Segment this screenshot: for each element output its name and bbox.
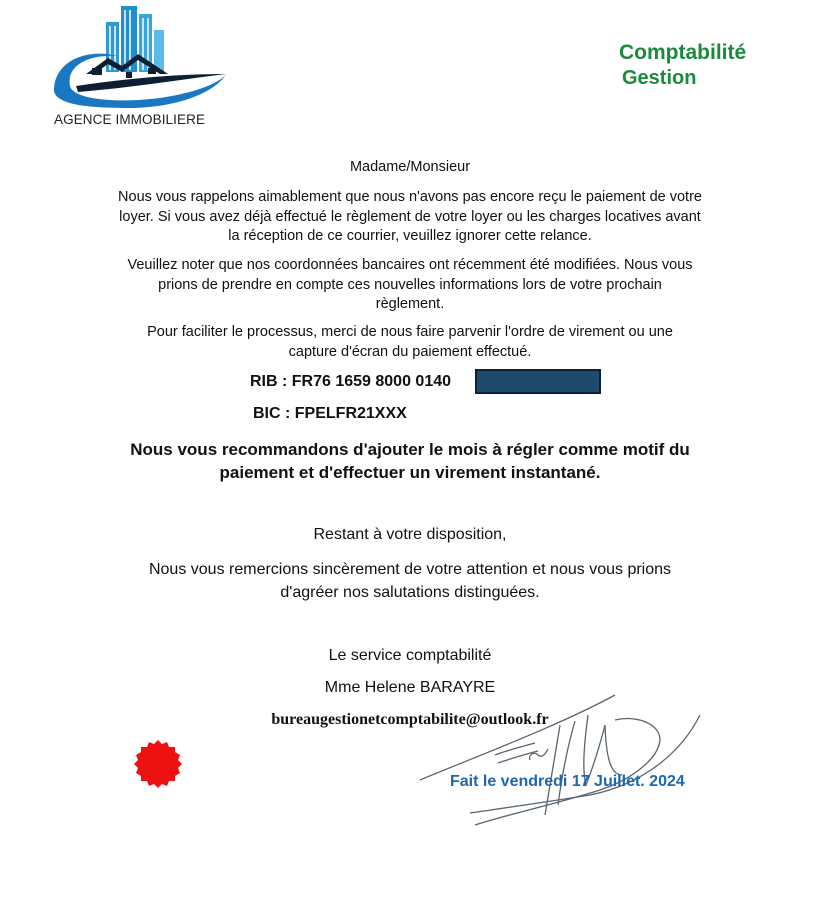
closing-thanks-text: Nous vous remercions sincèrement de votre attention et nous vous prions d'agréer nos salutations distinguées. (148, 561, 672, 601)
paragraph-reminder-text: Nous vous rappelons aimablement que nous n'avons pas encore reçu le paiement de votre loyer. Si vous avez déjà effectué le règlement de votre loyer ou les charges locatives avant la réception de ce courrier, veuillez ignorer cette relance. (118, 189, 702, 244)
handwritten-signature (410, 685, 720, 835)
bic-code: BIC : FPELFR21XXX (253, 405, 407, 422)
rib-number: RIB : FR76 1659 8000 0140 (250, 373, 452, 390)
redaction-box (475, 369, 601, 394)
brand-title (619, 40, 746, 90)
recommendation (0, 438, 820, 484)
building-logo-icon (48, 0, 234, 112)
red-seal-icon (130, 738, 186, 790)
brand-line-comptabilite: Comptabilité (619, 41, 747, 64)
closing-thanks (0, 558, 820, 604)
brand-line-gestion: Gestion (622, 67, 697, 89)
agency-logo (48, 0, 234, 132)
paragraph-proof-text: Pour faciliter le processus, merci de nous faire parvenir l'ordre de virement ou une capture d'écran du paiement effectué. (147, 324, 673, 360)
recommendation-text: Nous vous recommandons d'ajouter le mois à régler comme motif du paiement et d'effectuer un virement instantané. (130, 440, 690, 482)
signature-date: Fait le vendredi 17 Juillet. 2024 (450, 773, 685, 790)
paragraph-bank-change-text: Veuillez noter que nos coordonnées bancaires ont récemment été modifiées. Nous vous prions de prendre en compte ces nouvelles informations lors de votre prochain règlement. (127, 257, 693, 312)
contact-email: bureaugestionetcomptabilite@outlook.fr (271, 711, 549, 728)
paragraph-proof (0, 323, 820, 362)
greeting: Madame/Monsieur (349, 159, 471, 175)
paragraph-bank-change (0, 256, 820, 315)
signatory-name: Mme Helene BARAYRE (324, 679, 496, 696)
disposition-line: Restant à votre disposition, (313, 526, 507, 543)
logo-text: AGENCE IMMOBILIERE (54, 112, 206, 127)
service-name: Le service comptabilité (328, 647, 492, 664)
paragraph-reminder (0, 188, 820, 247)
